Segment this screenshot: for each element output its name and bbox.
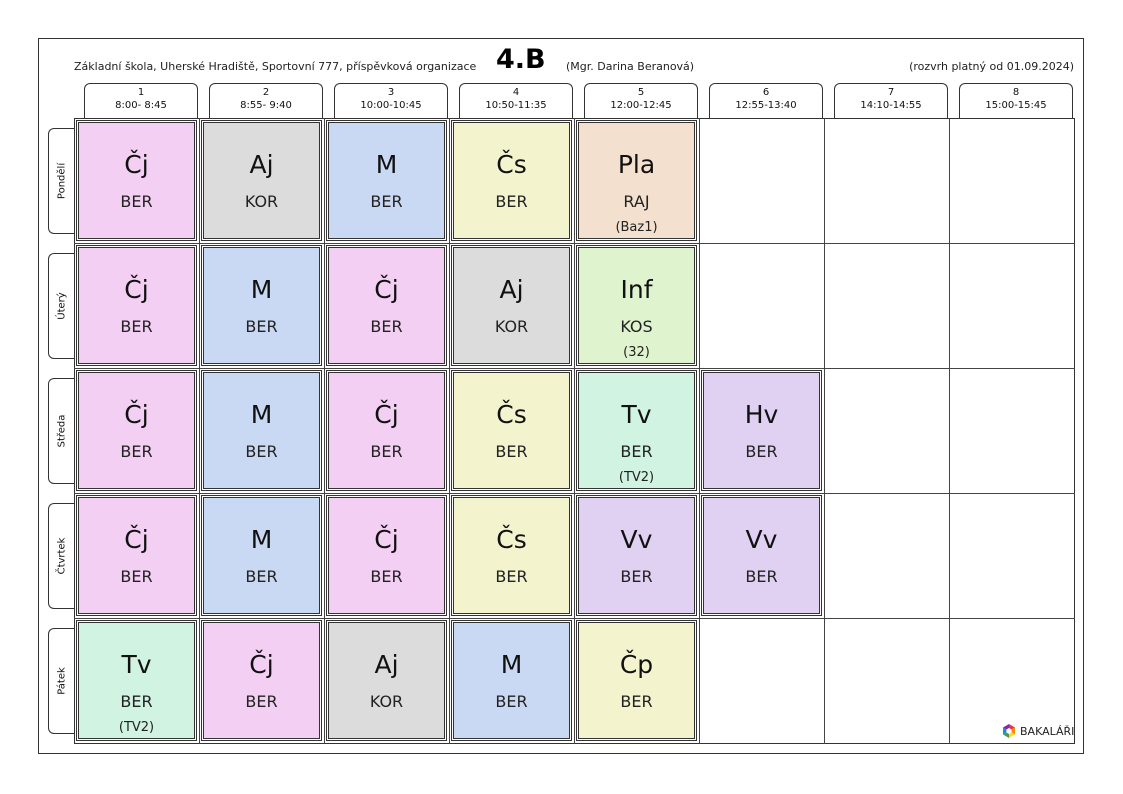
grid-column-line (324, 118, 325, 744)
lesson-teacher: BER (370, 192, 403, 211)
period-number: 7 (887, 87, 895, 98)
day-label (48, 628, 74, 734)
lesson-teacher: BER (620, 567, 653, 586)
grid-row-line (74, 493, 1075, 494)
lesson-cell[interactable] (453, 122, 570, 239)
lesson-teacher: BER (370, 442, 403, 461)
lesson-room: (TV2) (618, 470, 655, 485)
lesson-cell[interactable] (328, 122, 445, 239)
lesson-teacher: BER (120, 692, 153, 711)
lesson-teacher: BER (245, 317, 278, 336)
lesson-cell[interactable] (203, 122, 320, 239)
lesson-subject: Aj (499, 275, 524, 304)
period-number: 1 (137, 87, 145, 98)
lesson-teacher: BER (745, 567, 778, 586)
period-number: 2 (262, 87, 270, 98)
period-header (209, 83, 323, 119)
period-time: 12:00-12:45 (610, 100, 672, 111)
lesson-cell[interactable] (578, 372, 695, 489)
period-header (709, 83, 823, 119)
period-header (834, 83, 948, 119)
lesson-cell[interactable] (453, 497, 570, 614)
lesson-cell[interactable] (78, 247, 195, 364)
day-name: Úterý (56, 292, 67, 320)
lesson-teacher: KOR (244, 192, 279, 211)
lesson-teacher: BER (495, 567, 528, 586)
lesson-teacher: KOS (620, 317, 653, 336)
lesson-subject: Čp (619, 650, 654, 679)
period-number: 3 (387, 87, 395, 98)
period-time: 12:55-13:40 (735, 100, 797, 111)
lesson-room: (32) (623, 345, 650, 360)
period-header (84, 83, 198, 119)
lesson-teacher: BER (370, 317, 403, 336)
lesson-teacher: BER (495, 692, 528, 711)
lesson-teacher: BER (120, 442, 153, 461)
period-time: 8:55- 9:40 (240, 100, 292, 111)
lesson-subject: Čj (124, 150, 149, 179)
lesson-cell[interactable] (78, 622, 195, 739)
lesson-subject: Tv (121, 650, 152, 679)
lesson-subject: M (375, 150, 398, 179)
lesson-subject: Čj (249, 650, 274, 679)
bakalari-logo-text: BAKALÁŘI (1020, 725, 1075, 738)
lesson-subject: M (250, 275, 273, 304)
lesson-teacher: BER (120, 567, 153, 586)
period-header (959, 83, 1073, 119)
lesson-cell[interactable] (578, 497, 695, 614)
period-time: 14:10-14:55 (860, 100, 922, 111)
lesson-subject: M (250, 525, 273, 554)
lesson-subject: Tv (621, 400, 652, 429)
day-name: Středa (56, 414, 67, 448)
lesson-teacher: BER (745, 442, 778, 461)
period-time: 8:00- 8:45 (115, 100, 167, 111)
lesson-cell[interactable] (203, 372, 320, 489)
period-time: 10:00-10:45 (360, 100, 422, 111)
period-header (459, 83, 573, 119)
lesson-teacher: BER (620, 442, 653, 461)
lesson-subject: Čs (496, 525, 527, 554)
lesson-subject: Hv (744, 400, 779, 429)
lesson-cell[interactable] (203, 247, 320, 364)
lesson-cell[interactable] (703, 372, 820, 489)
day-name: Pátek (56, 667, 67, 695)
period-number: 4 (512, 87, 520, 98)
day-label (48, 378, 74, 484)
lesson-cell[interactable] (328, 497, 445, 614)
lesson-teacher: BER (245, 442, 278, 461)
lesson-teacher: KOR (494, 317, 529, 336)
grid-column-line (199, 118, 200, 744)
lesson-subject: Vv (620, 525, 653, 554)
lesson-room: (TV2) (118, 720, 155, 735)
lesson-room: (Baz1) (615, 220, 658, 235)
lesson-cell[interactable] (78, 122, 195, 239)
day-label (48, 253, 74, 359)
lesson-cell[interactable] (453, 372, 570, 489)
valid-from-note: (rozvrh platný od 01.09.2024) (909, 60, 1074, 73)
lesson-cell[interactable] (78, 372, 195, 489)
grid-row-line (74, 368, 1075, 369)
lesson-cell[interactable] (453, 247, 570, 364)
lesson-subject: Čs (496, 150, 527, 179)
lesson-teacher: BER (495, 192, 528, 211)
grid-column-line (824, 118, 825, 744)
day-label (48, 503, 74, 609)
lesson-subject: Aj (374, 650, 399, 679)
lesson-cell[interactable] (578, 247, 695, 364)
lesson-subject: Čj (124, 275, 149, 304)
lesson-subject: Čj (124, 525, 149, 554)
day-name: Pondělí (56, 162, 67, 200)
lesson-cell[interactable] (453, 622, 570, 739)
lesson-cell[interactable] (578, 622, 695, 739)
lesson-teacher: BER (245, 567, 278, 586)
lesson-cell[interactable] (203, 622, 320, 739)
lesson-subject: Čj (374, 400, 399, 429)
day-label (48, 128, 74, 234)
period-header (334, 83, 448, 119)
class-teacher: (Mgr. Darina Beranová) (566, 60, 695, 73)
lesson-teacher: BER (620, 692, 653, 711)
lesson-cell[interactable] (78, 497, 195, 614)
lesson-teacher: KOR (369, 692, 404, 711)
lesson-subject: Pla (617, 150, 656, 179)
lesson-subject: M (500, 650, 523, 679)
lesson-teacher: RAJ (623, 192, 650, 211)
lesson-teacher: BER (120, 317, 153, 336)
grid-column-line (574, 118, 575, 744)
day-name: Čtvrtek (56, 537, 67, 575)
grid-row-line (74, 243, 1075, 244)
lesson-subject: Vv (745, 525, 778, 554)
lesson-subject: Čs (496, 400, 527, 429)
lesson-cell[interactable] (203, 497, 320, 614)
lesson-cell[interactable] (703, 497, 820, 614)
period-time: 10:50-11:35 (485, 100, 547, 111)
lesson-subject: Čj (374, 275, 399, 304)
bakalari-logo-icon (1002, 724, 1016, 738)
lesson-teacher: BER (120, 192, 153, 211)
lesson-teacher: BER (370, 567, 403, 586)
period-header (584, 83, 698, 119)
lesson-cell[interactable] (328, 247, 445, 364)
period-number: 5 (637, 87, 645, 98)
grid-column-line (699, 118, 700, 744)
period-number: 8 (1012, 87, 1020, 98)
lesson-cell[interactable] (328, 372, 445, 489)
lesson-subject: Inf (620, 275, 653, 304)
class-title: 4.B (496, 44, 546, 75)
period-time: 15:00-15:45 (985, 100, 1047, 111)
period-number: 6 (762, 87, 770, 98)
lesson-cell[interactable] (578, 122, 695, 239)
lesson-subject: M (250, 400, 273, 429)
lesson-subject: Aj (249, 150, 274, 179)
grid-column-line (449, 118, 450, 744)
lesson-subject: Čj (124, 400, 149, 429)
school-name: Základní škola, Uherské Hradiště, Sportovní 777, příspěvková organizace (74, 60, 477, 73)
lesson-teacher: BER (245, 692, 278, 711)
grid-row-line (74, 618, 1075, 619)
lesson-teacher: BER (495, 442, 528, 461)
lesson-cell[interactable] (328, 622, 445, 739)
grid-column-line (949, 118, 950, 744)
lesson-subject: Čj (374, 525, 399, 554)
